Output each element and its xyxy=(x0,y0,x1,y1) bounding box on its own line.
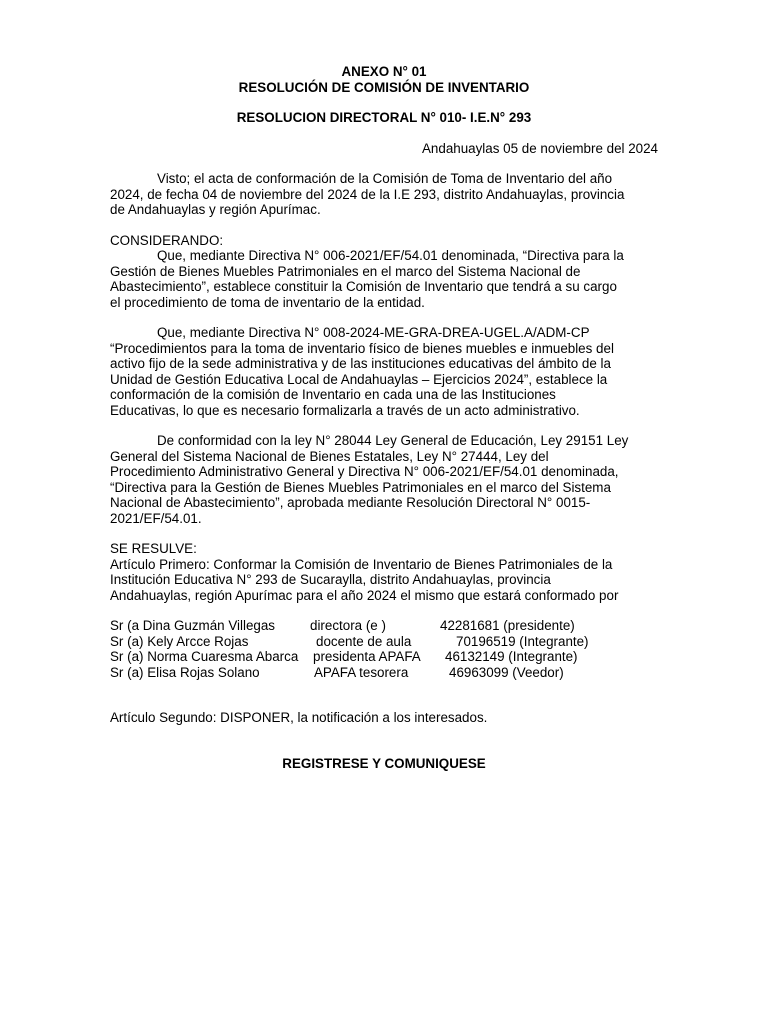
articulo-primero xyxy=(110,557,658,604)
visto-line: Visto; el acta de conformación de la Comisión de Toma de Inventario del año xyxy=(157,171,613,186)
visto-line: de Andahuaylas y región Apurímac. xyxy=(110,202,321,217)
members-list xyxy=(110,618,658,680)
member-name: Sr (a) Norma Cuaresma Abarca xyxy=(110,649,299,664)
considerando-line: De conformidad con la ley N° 28044 Ley General de Educación, Ley 29151 Ley xyxy=(157,433,629,448)
considerando-line: el procedimiento de toma de inventario de la entidad. xyxy=(110,294,425,310)
document-title: RESOLUCIÓN DE COMISIÓN DE INVENTARIO xyxy=(238,79,530,95)
articulo-primero-line: Andahuaylas, región Apurímac para el año 2024 el mismo que estará conformado por xyxy=(110,587,619,603)
considerando-line: Nacional de Abastecimiento”, aprobada mediante Resolución Directoral N° 0015- xyxy=(110,495,591,510)
considerando-line: Gestión de Bienes Muebles Patrimoniales en el marco del Sistema Nacional de xyxy=(110,263,581,279)
member-name: Sr (a) Elisa Rojas Solano xyxy=(110,664,260,680)
member-name: Sr (a Dina Guzmán Villegas xyxy=(110,618,275,633)
visto-line: 2024, de fecha 04 de noviembre del 2024 de la I.E 293, distrito Andahuaylas, provincia xyxy=(110,186,625,202)
considerando-line: “Directiva para la Gestión de Bienes Muebles Patrimoniales en el marco del Sistema xyxy=(110,479,611,495)
closing-statement: REGISTRESE Y COMUNIQUESE xyxy=(282,755,486,771)
member-role: docente de aula xyxy=(316,633,412,649)
considerando-line: Que, mediante Directiva N° 006-2021/EF/54.01 denominada, “Directiva para la xyxy=(157,248,624,263)
considerando-paragraph-2 xyxy=(110,325,658,418)
considerando-line: Unidad de Gestión Educativa Local de Andahuaylas – Ejercicios 2024”, establece la xyxy=(110,371,608,387)
member-dni: 46963099 (Veedor) xyxy=(449,664,564,680)
considerando-line: Procedimiento Administrativo General y Directiva N° 006-2021/EF/54.01 denominada, xyxy=(110,464,619,479)
considerando-heading: CONSIDERANDO: xyxy=(110,232,224,248)
visto-paragraph xyxy=(110,171,658,218)
considerando-line: activo fijo de la sede administrativa y de las instituciones educativas del ámbito de la xyxy=(110,356,611,371)
considerando-line: Que, mediante Directiva N° 008-2024-ME-GRA-DREA-UGEL.A/ADM-CP xyxy=(157,325,590,340)
member-row xyxy=(110,618,658,634)
articulo-primero-line: Artículo Primero: Conformar la Comisión de Inventario de Bienes Patrimoniales de la xyxy=(110,556,613,572)
member-row xyxy=(110,649,658,665)
member-role: APAFA tesorera xyxy=(314,664,409,680)
articulo-primero-line: Institución Educativa N° 293 de Sucaraylla, distrito Andahuaylas, provincia xyxy=(110,572,551,587)
considerando-paragraph-3 xyxy=(110,433,658,526)
considerando-line: Educativas, lo que es necesario formalizarla a través de un acto administrativo. xyxy=(110,402,580,418)
member-row xyxy=(110,634,658,650)
resolution-number: RESOLUCION DIRECTORAL N° 010- I.E.N° 293 xyxy=(236,110,532,125)
considerando-line: 2021/EF/54.01. xyxy=(110,510,202,526)
document-page xyxy=(110,64,658,771)
member-role: directora (e ) xyxy=(310,618,386,633)
considerando-line: General del Sistema Nacional de Bienes Estatales, Ley N° 27444, Ley del xyxy=(110,448,549,464)
considerando-paragraph-1 xyxy=(110,248,658,310)
member-dni: 46132149 (Integrante) xyxy=(445,649,578,664)
member-role: presidenta APAFA xyxy=(313,649,421,664)
considerando-line: Abastecimiento”, establece constituir la Comisión de Inventario que tendrá a su cargo xyxy=(110,279,617,294)
member-dni: 70196519 (Integrante) xyxy=(456,633,589,649)
considerando-line: “Procedimientos para la toma de inventario físico de bienes muebles e inmuebles del xyxy=(110,340,614,356)
member-dni: 42281681 (presidente) xyxy=(440,618,575,633)
considerando-line: conformación de la comisión de Inventario en cada una de las Instituciones xyxy=(110,387,556,402)
resolve-heading: SE RESULVE: xyxy=(110,541,197,556)
annex-heading: ANEXO N° 01 xyxy=(341,64,427,79)
place-date: Andahuaylas 05 de noviembre del 2024 xyxy=(422,140,658,156)
member-name: Sr (a) Kely Arcce Rojas xyxy=(110,633,249,649)
articulo-segundo: Artículo Segundo: DISPONER, la notificación a los interesados. xyxy=(110,710,488,725)
member-row xyxy=(110,665,658,681)
